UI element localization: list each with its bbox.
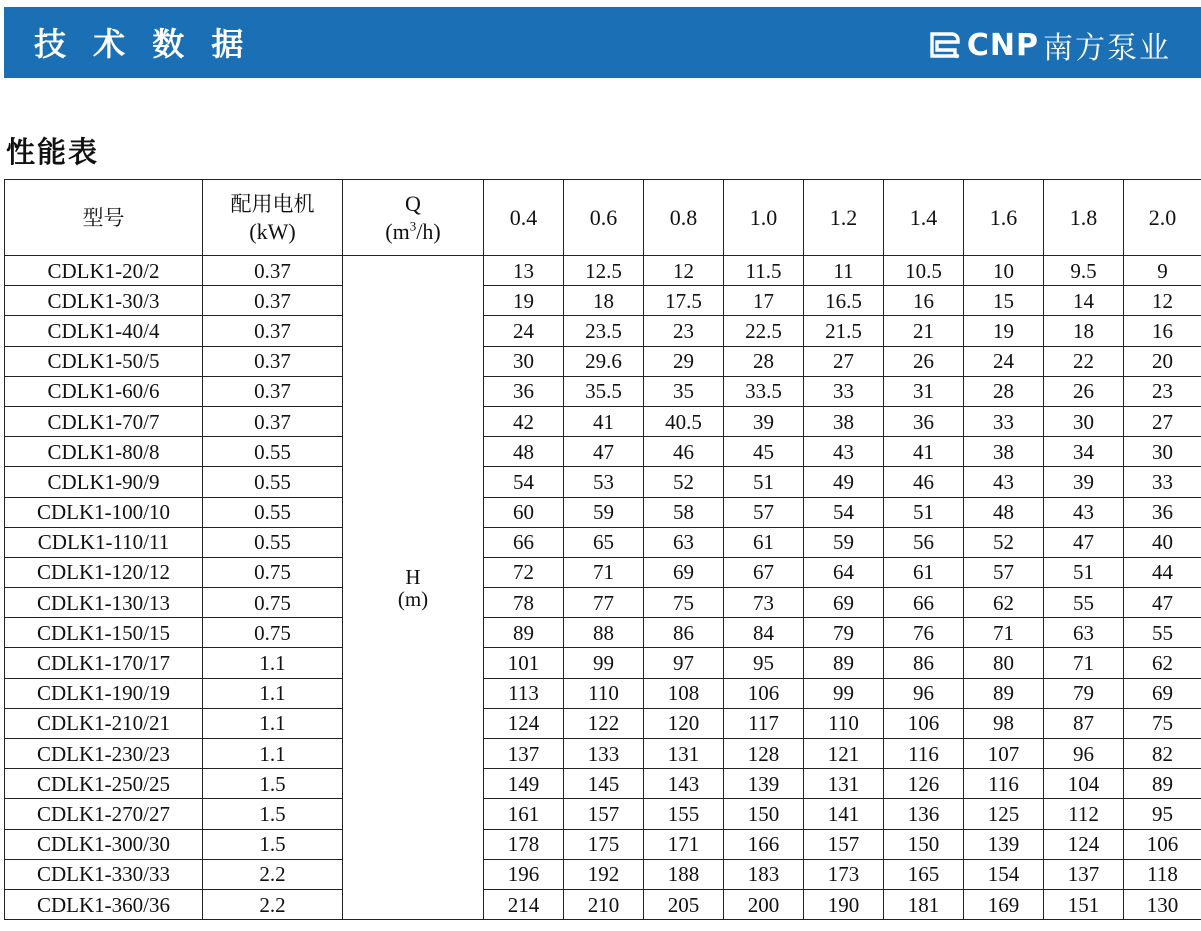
head-value-cell: 59: [564, 497, 644, 527]
motor-power-cell: 0.37: [203, 376, 343, 406]
motor-power-cell: 0.55: [203, 497, 343, 527]
head-value-cell: 97: [644, 648, 724, 678]
flow-column-header: 1.2: [804, 180, 884, 256]
header-title: 技 术 数 据: [34, 25, 252, 63]
head-value-cell: 52: [644, 467, 724, 497]
table-row: [5, 497, 1201, 527]
head-value-cell: 16: [1124, 316, 1201, 346]
head-value-cell: 9: [1124, 256, 1201, 286]
head-value-cell: 27: [804, 346, 884, 376]
model-cell: CDLK1-250/25: [5, 769, 203, 799]
head-value-cell: 178: [484, 829, 564, 859]
head-value-cell: 99: [564, 648, 644, 678]
head-value-cell: 61: [884, 557, 964, 587]
head-value-cell: 128: [724, 739, 804, 769]
head-value-cell: 48: [484, 437, 564, 467]
model-cell: CDLK1-50/5: [5, 346, 203, 376]
flow-column-header: 0.6: [564, 180, 644, 256]
flow-header-label: Q: [405, 190, 421, 216]
head-value-cell: 46: [644, 437, 724, 467]
model-cell: CDLK1-80/8: [5, 437, 203, 467]
head-value-cell: 131: [644, 739, 724, 769]
head-value-cell: 48: [964, 497, 1044, 527]
head-value-cell: 55: [1044, 588, 1124, 618]
head-value-cell: 18: [1044, 316, 1124, 346]
head-value-cell: 31: [884, 376, 964, 406]
head-value-cell: 72: [484, 557, 564, 587]
head-value-cell: 190: [804, 889, 884, 919]
flow-column-header: 0.8: [644, 180, 724, 256]
head-value-cell: 10.5: [884, 256, 964, 286]
head-value-cell: 19: [964, 316, 1044, 346]
table-row: [5, 829, 1201, 859]
brand-logo-group: [927, 23, 1171, 67]
head-value-cell: 56: [884, 527, 964, 557]
head-value-cell: 117: [724, 708, 804, 738]
head-value-cell: 60: [484, 497, 564, 527]
column-header-motor: [203, 180, 343, 256]
model-cell: CDLK1-120/12: [5, 557, 203, 587]
head-value-cell: 10: [964, 256, 1044, 286]
head-value-cell: 59: [804, 527, 884, 557]
head-value-cell: 26: [884, 346, 964, 376]
performance-table: [4, 179, 1201, 920]
head-value-cell: 131: [804, 769, 884, 799]
head-value-cell: 41: [564, 406, 644, 436]
head-value-cell: 53: [564, 467, 644, 497]
head-value-cell: 21: [884, 316, 964, 346]
head-value-cell: 62: [1124, 648, 1201, 678]
head-value-cell: 82: [1124, 739, 1201, 769]
head-value-cell: 33: [1124, 467, 1201, 497]
head-value-cell: 75: [1124, 708, 1201, 738]
motor-power-cell: 1.5: [203, 769, 343, 799]
head-value-cell: 210: [564, 889, 644, 919]
flow-column-header: 1.6: [964, 180, 1044, 256]
head-value-cell: 155: [644, 799, 724, 829]
motor-power-cell: 1.1: [203, 708, 343, 738]
head-value-cell: 200: [724, 889, 804, 919]
head-value-cell: 106: [884, 708, 964, 738]
head-value-cell: 192: [564, 859, 644, 889]
table-row: [5, 708, 1201, 738]
head-value-cell: 36: [884, 406, 964, 436]
head-value-cell: 173: [804, 859, 884, 889]
head-value-cell: 157: [804, 829, 884, 859]
model-cell: CDLK1-170/17: [5, 648, 203, 678]
table-header-row: [5, 180, 1201, 256]
head-value-cell: 116: [964, 769, 1044, 799]
head-value-cell: 86: [644, 618, 724, 648]
model-cell: CDLK1-270/27: [5, 799, 203, 829]
head-value-cell: 43: [964, 467, 1044, 497]
table-row: [5, 527, 1201, 557]
motor-power-cell: 0.37: [203, 316, 343, 346]
head-value-cell: 30: [1124, 437, 1201, 467]
head-value-cell: 107: [964, 739, 1044, 769]
head-value-cell: 57: [964, 557, 1044, 587]
table-row: [5, 618, 1201, 648]
head-value-cell: 41: [884, 437, 964, 467]
model-cell: CDLK1-70/7: [5, 406, 203, 436]
head-value-cell: 22.5: [724, 316, 804, 346]
motor-power-cell: 1.5: [203, 799, 343, 829]
head-value-cell: 23: [1124, 376, 1201, 406]
head-value-cell: 9.5: [1044, 256, 1124, 286]
table-row: [5, 859, 1201, 889]
head-value-cell: 87: [1044, 708, 1124, 738]
head-value-cell: 122: [564, 708, 644, 738]
head-value-cell: 137: [1044, 859, 1124, 889]
flow-header-unit: $(m^3/h)$: [385, 218, 441, 244]
table-row: [5, 286, 1201, 316]
head-value-cell: 181: [884, 889, 964, 919]
motor-power-cell: 0.37: [203, 346, 343, 376]
head-value-cell: 125: [964, 799, 1044, 829]
head-value-cell: 79: [804, 618, 884, 648]
head-value-cell: 47: [1044, 527, 1124, 557]
head-value-cell: 65: [564, 527, 644, 557]
head-value-cell: 67: [724, 557, 804, 587]
motor-power-cell: 0.55: [203, 437, 343, 467]
head-value-cell: 11: [804, 256, 884, 286]
head-value-cell: 101: [484, 648, 564, 678]
head-value-cell: 171: [644, 829, 724, 859]
head-value-cell: 145: [564, 769, 644, 799]
model-cell: CDLK1-60/6: [5, 376, 203, 406]
head-value-cell: 79: [1044, 678, 1124, 708]
head-value-cell: 99: [804, 678, 884, 708]
head-value-cell: 36: [1124, 497, 1201, 527]
table-row: [5, 467, 1201, 497]
head-value-cell: 61: [724, 527, 804, 557]
head-value-cell: 51: [724, 467, 804, 497]
motor-power-cell: 1.5: [203, 829, 343, 859]
head-value-cell: 175: [564, 829, 644, 859]
head-value-cell: 33.5: [724, 376, 804, 406]
motor-power-cell: 1.1: [203, 648, 343, 678]
head-value-cell: 51: [1044, 557, 1124, 587]
table-row: [5, 406, 1201, 436]
head-value-cell: 106: [1124, 829, 1201, 859]
head-value-cell: 49: [804, 467, 884, 497]
head-value-cell: 98: [964, 708, 1044, 738]
head-value-cell: 39: [724, 406, 804, 436]
motor-power-cell: 0.37: [203, 286, 343, 316]
column-header-model: [5, 180, 203, 256]
head-value-cell: 13: [484, 256, 564, 286]
head-value-cell: 18: [564, 286, 644, 316]
head-value-cell: 40.5: [644, 406, 724, 436]
model-cell: CDLK1-90/9: [5, 467, 203, 497]
table-body: [5, 256, 1201, 920]
motor-power-cell: 0.37: [203, 406, 343, 436]
head-value-cell: 43: [804, 437, 884, 467]
head-value-cell: 96: [1044, 739, 1124, 769]
motor-header-label: 配用电机: [230, 191, 315, 216]
head-value-cell: 30: [484, 346, 564, 376]
head-value-cell: 64: [804, 557, 884, 587]
head-value-cell: 95: [724, 648, 804, 678]
motor-header-unit: (kW): [249, 218, 296, 244]
head-value-cell: 110: [564, 678, 644, 708]
head-value-cell: 214: [484, 889, 564, 919]
table-row: [5, 346, 1201, 376]
head-value-cell: 36: [484, 376, 564, 406]
head-value-cell: 157: [564, 799, 644, 829]
model-cell: CDLK1-40/4: [5, 316, 203, 346]
table-row: [5, 889, 1201, 919]
head-value-cell: 86: [884, 648, 964, 678]
head-value-cell: 80: [964, 648, 1044, 678]
head-value-cell: 71: [1044, 648, 1124, 678]
head-value-cell: 89: [804, 648, 884, 678]
head-value-cell: 130: [1124, 889, 1201, 919]
head-value-cell: 40: [1124, 527, 1201, 557]
head-value-cell: 110: [804, 708, 884, 738]
head-value-cell: 96: [884, 678, 964, 708]
table-row: [5, 739, 1201, 769]
head-value-cell: 55: [1124, 618, 1201, 648]
model-cell: CDLK1-190/19: [5, 678, 203, 708]
model-cell: CDLK1-230/23: [5, 739, 203, 769]
table-row: [5, 256, 1201, 286]
motor-power-cell: 0.55: [203, 467, 343, 497]
section-title: 性能表: [6, 135, 100, 169]
head-value-cell: 24: [484, 316, 564, 346]
motor-power-cell: 2.2: [203, 859, 343, 889]
head-value-cell: 88: [564, 618, 644, 648]
head-value-cell: 12: [644, 256, 724, 286]
head-value-cell: 17: [724, 286, 804, 316]
model-cell: CDLK1-110/11: [5, 527, 203, 557]
head-value-cell: 27: [1124, 406, 1201, 436]
table-row: [5, 588, 1201, 618]
flow-column-header: 1.8: [1044, 180, 1124, 256]
head-value-cell: 63: [644, 527, 724, 557]
head-value-cell: 188: [644, 859, 724, 889]
flow-column-header: 2.0: [1124, 180, 1201, 256]
cnp-logo-icon: [927, 30, 961, 60]
head-value-cell: 54: [484, 467, 564, 497]
head-value-cell: 126: [884, 769, 964, 799]
head-value-cell: 17.5: [644, 286, 724, 316]
head-value-cell: 84: [724, 618, 804, 648]
head-value-cell: 29: [644, 346, 724, 376]
model-cell: CDLK1-150/15: [5, 618, 203, 648]
head-value-cell: 33: [964, 406, 1044, 436]
model-cell: CDLK1-30/3: [5, 286, 203, 316]
head-value-cell: 113: [484, 678, 564, 708]
motor-power-cell: 0.75: [203, 588, 343, 618]
table-row: [5, 799, 1201, 829]
head-value-cell: 150: [884, 829, 964, 859]
head-value-cell: 136: [884, 799, 964, 829]
head-value-cell: 28: [964, 376, 1044, 406]
head-value-cell: 43: [1044, 497, 1124, 527]
head-value-cell: 78: [484, 588, 564, 618]
head-value-cell: 69: [804, 588, 884, 618]
head-value-cell: 58: [644, 497, 724, 527]
head-value-cell: 95: [1124, 799, 1201, 829]
head-value-cell: 139: [724, 769, 804, 799]
head-value-cell: 69: [644, 557, 724, 587]
head-value-cell: 23: [644, 316, 724, 346]
head-value-cell: 77: [564, 588, 644, 618]
head-value-cell: 71: [964, 618, 1044, 648]
head-value-cell: 33: [804, 376, 884, 406]
head-value-cell: 139: [964, 829, 1044, 859]
head-value-cell: 21.5: [804, 316, 884, 346]
table-row: [5, 769, 1201, 799]
table-row: [5, 678, 1201, 708]
head-value-cell: 154: [964, 859, 1044, 889]
head-value-cell: 66: [884, 588, 964, 618]
head-value-cell: 12: [1124, 286, 1201, 316]
motor-power-cell: 1.1: [203, 739, 343, 769]
head-value-cell: 196: [484, 859, 564, 889]
head-value-cell: 16: [884, 286, 964, 316]
head-value-cell: 47: [1124, 588, 1201, 618]
table-row: [5, 648, 1201, 678]
motor-power-cell: 0.37: [203, 256, 343, 286]
head-value-cell: 133: [564, 739, 644, 769]
motor-power-cell: 2.2: [203, 889, 343, 919]
head-value-cell: 39: [1044, 467, 1124, 497]
table-row: [5, 316, 1201, 346]
head-value-cell: 166: [724, 829, 804, 859]
head-value-cell: 165: [884, 859, 964, 889]
head-value-cell: 20: [1124, 346, 1201, 376]
head-value-cell: 66: [484, 527, 564, 557]
head-value-cell: 28: [724, 346, 804, 376]
head-value-cell: 73: [724, 588, 804, 618]
head-value-cell: 51: [884, 497, 964, 527]
head-value-cell: 15: [964, 286, 1044, 316]
model-cell: CDLK1-330/33: [5, 859, 203, 889]
head-value-cell: 124: [484, 708, 564, 738]
head-value-cell: 14: [1044, 286, 1124, 316]
head-value-cell: 24: [964, 346, 1044, 376]
head-value-cell: 121: [804, 739, 884, 769]
head-value-cell: 69: [1124, 678, 1201, 708]
head-value-cell: 26: [1044, 376, 1124, 406]
head-value-cell: 169: [964, 889, 1044, 919]
head-value-cell: 89: [484, 618, 564, 648]
model-cell: CDLK1-20/2: [5, 256, 203, 286]
head-value-cell: 183: [724, 859, 804, 889]
page-header-banner: [4, 7, 1201, 78]
head-value-cell: 161: [484, 799, 564, 829]
head-value-cell: 120: [644, 708, 724, 738]
flow-column-header: 0.4: [484, 180, 564, 256]
head-unit: (m): [397, 586, 429, 611]
brand-chinese-text: 南方泵业: [1043, 31, 1171, 66]
head-value-cell: 34: [1044, 437, 1124, 467]
head-value-cell: 38: [804, 406, 884, 436]
head-value-cell: 112: [1044, 799, 1124, 829]
motor-power-cell: 0.75: [203, 618, 343, 648]
head-value-cell: 62: [964, 588, 1044, 618]
head-value-cell: 16.5: [804, 286, 884, 316]
head-value-cell: 19: [484, 286, 564, 316]
head-value-cell: 75: [644, 588, 724, 618]
head-value-cell: 35: [644, 376, 724, 406]
head-value-cell: 205: [644, 889, 724, 919]
head-value-cell: 143: [644, 769, 724, 799]
head-value-cell: 57: [724, 497, 804, 527]
head-value-cell: 116: [884, 739, 964, 769]
head-value-cell: 76: [884, 618, 964, 648]
model-cell: CDLK1-300/30: [5, 829, 203, 859]
head-value-cell: 124: [1044, 829, 1124, 859]
head-value-cell: 42: [484, 406, 564, 436]
flow-column-header: 1.0: [724, 180, 804, 256]
head-value-cell: 35.5: [564, 376, 644, 406]
model-cell: CDLK1-210/21: [5, 708, 203, 738]
head-value-cell: 71: [564, 557, 644, 587]
head-label-cell: [343, 256, 484, 920]
head-value-cell: 46: [884, 467, 964, 497]
column-header-flow: [343, 180, 484, 256]
head-value-cell: 141: [804, 799, 884, 829]
flow-column-header: 1.4: [884, 180, 964, 256]
head-value-cell: 137: [484, 739, 564, 769]
head-value-cell: 104: [1044, 769, 1124, 799]
head-value-cell: 11.5: [724, 256, 804, 286]
table-row: [5, 376, 1201, 406]
head-value-cell: 89: [1124, 769, 1201, 799]
head-value-cell: 149: [484, 769, 564, 799]
head-value-cell: 63: [1044, 618, 1124, 648]
head-value-cell: 30: [1044, 406, 1124, 436]
motor-power-cell: 0.55: [203, 527, 343, 557]
brand-latin-text: CNP: [966, 27, 1039, 63]
head-value-cell: 22: [1044, 346, 1124, 376]
head-value-cell: 106: [724, 678, 804, 708]
model-cell: CDLK1-130/13: [5, 588, 203, 618]
head-value-cell: 38: [964, 437, 1044, 467]
head-value-cell: 54: [804, 497, 884, 527]
motor-power-cell: 1.1: [203, 678, 343, 708]
model-cell: CDLK1-100/10: [5, 497, 203, 527]
head-value-cell: 47: [564, 437, 644, 467]
model-header-label: 型号: [82, 205, 125, 230]
head-value-cell: 150: [724, 799, 804, 829]
head-value-cell: 29.6: [564, 346, 644, 376]
head-value-cell: 45: [724, 437, 804, 467]
head-value-cell: 108: [644, 678, 724, 708]
head-value-cell: 118: [1124, 859, 1201, 889]
table-row: [5, 437, 1201, 467]
model-cell: CDLK1-360/36: [5, 889, 203, 919]
motor-power-cell: 0.75: [203, 557, 343, 587]
head-label: H: [405, 564, 421, 589]
head-value-cell: 52: [964, 527, 1044, 557]
head-value-cell: 23.5: [564, 316, 644, 346]
head-value-cell: 151: [1044, 889, 1124, 919]
head-value-cell: 44: [1124, 557, 1201, 587]
head-value-cell: 12.5: [564, 256, 644, 286]
table-row: [5, 557, 1201, 587]
head-value-cell: 89: [964, 678, 1044, 708]
